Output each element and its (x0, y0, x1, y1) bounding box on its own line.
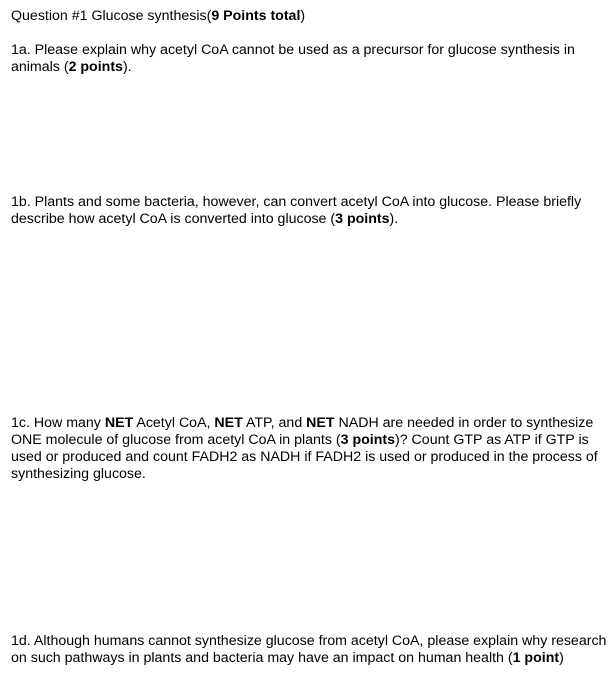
q1d-points: 1 point (512, 650, 560, 666)
q1d-end: ) (559, 650, 564, 666)
question-1d (11, 633, 611, 667)
q1b-points: 3 points (335, 211, 390, 227)
q1a-points: 2 points (68, 59, 123, 75)
q1c-net-2: NET (214, 415, 243, 431)
q1c-text-1: 1c. How many (11, 415, 105, 431)
q1c-text-3: ATP, and (242, 415, 307, 431)
question-1a (11, 42, 611, 76)
q1c-points: 3 points (340, 432, 395, 448)
title-suffix: ) (300, 8, 306, 24)
question-1b (11, 194, 611, 228)
question-title (11, 8, 611, 25)
q1c-net-1: NET (104, 415, 134, 431)
q1b-end: ). (389, 211, 399, 227)
q1d-text: 1d. Although humans cannot synthesize glucose from acetyl CoA, please explain why research on such pathways in plants and bacteria may have an impact on human health ( (11, 633, 607, 666)
question-1c (11, 415, 611, 483)
q1c-text-5: )? Count GTP as ATP if GTP is used or produced and count FADH2 as NADH if FADH2 is used or produced in the process of synthesizing glucose. (11, 432, 598, 482)
title-prefix: Question #1 Glucose synthesis( (11, 8, 212, 24)
q1a-end: ). (122, 59, 132, 75)
q1c-net-3: NET (306, 415, 335, 431)
q1b-text: 1b. Plants and some bacteria, however, can convert acetyl CoA into glucose. Please briefly describe how acetyl CoA is converted into glucose ( (11, 194, 582, 227)
q1a-text: 1a. Please explain why acetyl CoA cannot be used as a precursor for glucose synthesis in animals ( (11, 42, 575, 75)
q1c-text-4: NADH are needed in order to synthesize ONE molecule of glucose from acetyl CoA in plants ( (11, 415, 594, 448)
title-points: 9 Points total (211, 8, 301, 24)
q1c-text-2: Acetyl CoA, (133, 415, 215, 431)
